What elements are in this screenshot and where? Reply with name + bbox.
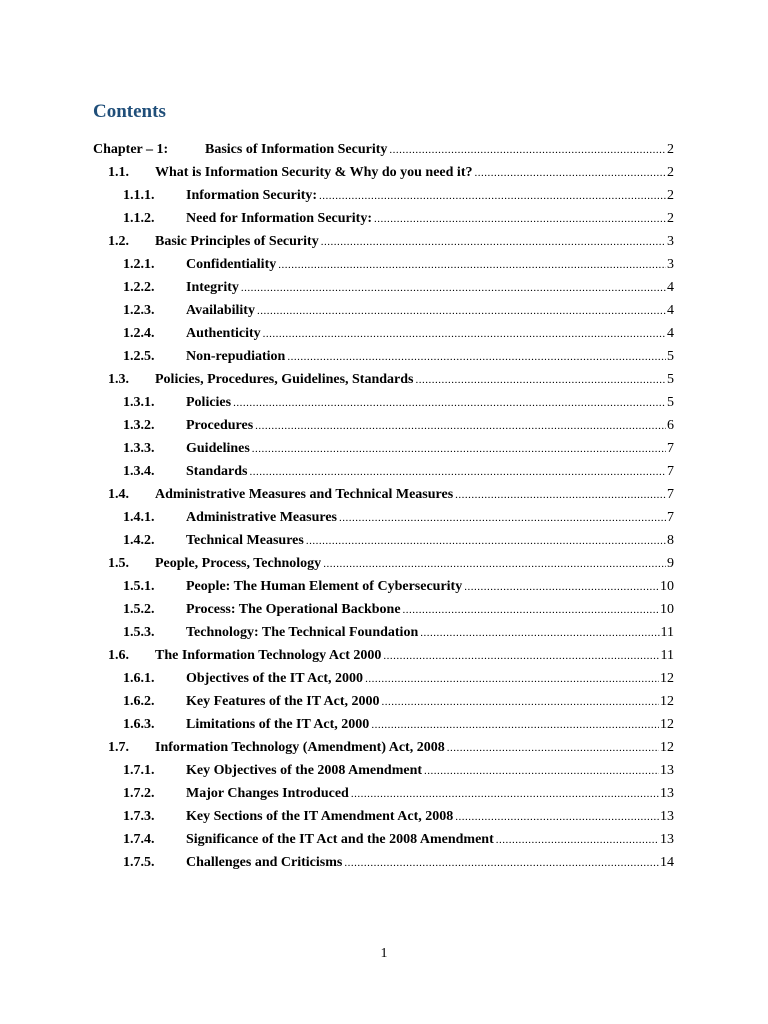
- toc-dot-leader: [382, 697, 659, 708]
- toc-dot-leader: [323, 559, 666, 570]
- toc-entry-title[interactable]: Administrative Measures: [186, 510, 337, 525]
- toc-entry-page[interactable]: 2: [667, 188, 674, 203]
- toc-entry-number: 1.7.4.: [123, 832, 155, 847]
- page-number: 1: [380, 946, 388, 961]
- toc-entry-page[interactable]: 7: [667, 510, 674, 525]
- toc-entry-number: 1.3.4.: [123, 464, 155, 479]
- toc-dot-leader: [416, 375, 667, 386]
- toc-entry-number: Chapter – 1:: [93, 142, 169, 157]
- toc-entry-page[interactable]: 10: [660, 602, 674, 617]
- table-of-contents: [0, 142, 768, 878]
- toc-entry[interactable]: [0, 234, 768, 257]
- toc-dot-leader: [339, 513, 666, 524]
- toc-entry-title[interactable]: Need for Information Security:: [186, 211, 372, 226]
- toc-entry-number: 1.4.1.: [123, 510, 155, 525]
- toc-dot-leader: [403, 605, 659, 616]
- toc-entry[interactable]: [0, 832, 768, 855]
- toc-entry-page[interactable]: 3: [667, 257, 674, 272]
- toc-entry-number: 1.1.2.: [123, 211, 155, 226]
- toc-entry-page[interactable]: 12: [660, 740, 674, 755]
- toc-entry-number: 1.7.: [108, 740, 129, 755]
- toc-dot-leader: [344, 858, 659, 869]
- toc-entry[interactable]: [0, 533, 768, 556]
- toc-entry-title[interactable]: Significance of the IT Act and the 2008 Amendment: [186, 832, 494, 847]
- toc-entry-page[interactable]: 2: [667, 165, 674, 180]
- toc-entry[interactable]: [0, 671, 768, 694]
- toc-dot-leader: [319, 191, 666, 202]
- toc-entry-page[interactable]: 12: [660, 671, 674, 686]
- toc-entry-page[interactable]: 7: [667, 487, 674, 502]
- toc-entry[interactable]: [0, 303, 768, 326]
- toc-dot-leader: [455, 490, 666, 501]
- toc-dot-leader: [464, 582, 659, 593]
- toc-entry-page[interactable]: 12: [660, 694, 674, 709]
- toc-entry[interactable]: [0, 579, 768, 602]
- toc-entry[interactable]: [0, 349, 768, 372]
- toc-entry-title[interactable]: Standards: [186, 464, 248, 479]
- toc-entry-number: 1.2.5.: [123, 349, 155, 364]
- toc-dot-leader: [496, 835, 659, 846]
- toc-entry[interactable]: [0, 694, 768, 717]
- toc-entry-title[interactable]: Technology: The Technical Foundation: [186, 625, 419, 640]
- toc-entry-page[interactable]: 6: [667, 418, 674, 433]
- toc-entry-page[interactable]: 4: [667, 326, 674, 341]
- toc-entry-number: 1.3.: [108, 372, 129, 387]
- toc-entry[interactable]: [0, 395, 768, 418]
- toc-entry-page[interactable]: 5: [667, 372, 674, 387]
- toc-entry-number: 1.3.3.: [123, 441, 155, 456]
- toc-entry-title[interactable]: Major Changes Introduced: [186, 786, 349, 801]
- toc-entry-number: 1.2.: [108, 234, 129, 249]
- toc-entry[interactable]: [0, 188, 768, 211]
- toc-entry-title[interactable]: Key Objectives of the 2008 Amendment: [186, 763, 423, 778]
- toc-entry-title[interactable]: The Information Technology Act 2000: [155, 648, 382, 663]
- toc-dot-leader: [351, 789, 659, 800]
- toc-entry-number: 1.5.2.: [123, 602, 155, 617]
- toc-entry-page[interactable]: 13: [660, 786, 674, 801]
- toc-entry-number: 1.1.1.: [123, 188, 155, 203]
- toc-entry-page[interactable]: 9: [667, 556, 674, 571]
- toc-dot-leader: [321, 237, 666, 248]
- toc-entry-number: 1.4.2.: [123, 533, 155, 548]
- toc-dot-leader: [233, 398, 666, 409]
- toc-dot-leader: [424, 766, 659, 777]
- contents-heading: Contents: [93, 101, 166, 122]
- toc-entry-number: 1.7.2.: [123, 786, 155, 801]
- toc-entry-title[interactable]: Technical Measures: [186, 533, 304, 548]
- toc-entry[interactable]: [0, 717, 768, 740]
- toc-entry-title[interactable]: Policies: [186, 395, 232, 410]
- toc-entry-title[interactable]: Integrity: [186, 280, 239, 295]
- toc-entry[interactable]: [0, 257, 768, 280]
- toc-entry-number: 1.7.1.: [123, 763, 155, 778]
- toc-dot-leader: [306, 536, 666, 547]
- toc-dot-leader: [287, 352, 666, 363]
- toc-entry[interactable]: [0, 602, 768, 625]
- toc-entry-number: 1.2.1.: [123, 257, 155, 272]
- toc-dot-leader: [474, 168, 666, 179]
- toc-entry-number: 1.2.4.: [123, 326, 155, 341]
- toc-dot-leader: [241, 283, 666, 294]
- toc-entry-page[interactable]: 13: [660, 763, 674, 778]
- toc-entry-number: 1.4.: [108, 487, 129, 502]
- toc-entry-page[interactable]: 8: [667, 533, 674, 548]
- toc-entry-title[interactable]: Information Technology (Amendment) Act, 2008: [155, 740, 445, 755]
- toc-entry-number: 1.7.5.: [123, 855, 155, 870]
- toc-entry[interactable]: [0, 372, 768, 395]
- toc-entry-number: 1.5.3.: [123, 625, 155, 640]
- toc-entry-title[interactable]: Objectives of the IT Act, 2000: [186, 671, 364, 686]
- toc-entry-number: 1.3.2.: [123, 418, 155, 433]
- toc-entry-title[interactable]: Basic Principles of Security: [155, 234, 319, 249]
- toc-dot-leader: [278, 260, 666, 271]
- toc-dot-leader: [374, 214, 666, 225]
- toc-entry-page[interactable]: 7: [667, 441, 674, 456]
- toc-entry-page[interactable]: 4: [667, 303, 674, 318]
- toc-entry[interactable]: [0, 418, 768, 441]
- toc-entry-page[interactable]: 13: [660, 832, 674, 847]
- toc-entry-number: 1.5.1.: [123, 579, 155, 594]
- toc-entry-number: 1.6.: [108, 648, 129, 663]
- toc-entry[interactable]: [0, 740, 768, 763]
- toc-entry-title[interactable]: People: The Human Element of Cybersecurity: [186, 579, 463, 594]
- toc-entry-title[interactable]: Confidentiality: [186, 257, 277, 272]
- toc-dot-leader: [371, 720, 659, 731]
- toc-entry-number: 1.6.3.: [123, 717, 155, 732]
- toc-entry-title[interactable]: What is Information Security & Why do you need it?: [155, 165, 473, 180]
- toc-entry[interactable]: [0, 487, 768, 510]
- toc-dot-leader: [249, 467, 666, 478]
- toc-entry-title[interactable]: Information Security:: [186, 188, 318, 203]
- toc-entry-number: 1.2.2.: [123, 280, 155, 295]
- toc-entry-title[interactable]: Administrative Measures and Technical Measures: [155, 487, 454, 502]
- toc-entry-title[interactable]: Policies, Procedures, Guidelines, Standards: [155, 372, 414, 387]
- toc-entry-title[interactable]: Key Sections of the IT Amendment Act, 2008: [186, 809, 454, 824]
- toc-entry-page[interactable]: 5: [667, 349, 674, 364]
- toc-entry-number: 1.5.: [108, 556, 129, 571]
- toc-entry-page[interactable]: 14: [660, 855, 674, 870]
- toc-entry[interactable]: [0, 510, 768, 533]
- toc-dot-leader: [389, 145, 666, 156]
- toc-entry-page[interactable]: 4: [667, 280, 674, 295]
- toc-entry-page[interactable]: 7: [667, 464, 674, 479]
- toc-dot-leader: [447, 743, 659, 754]
- toc-dot-leader: [365, 674, 659, 685]
- toc-dot-leader: [455, 812, 659, 823]
- toc-entry-page[interactable]: 13: [660, 809, 674, 824]
- toc-entry-page[interactable]: 11: [660, 625, 674, 640]
- toc-entry-title[interactable]: Availability: [186, 303, 255, 318]
- toc-entry-number: 1.2.3.: [123, 303, 155, 318]
- toc-entry[interactable]: [0, 648, 768, 671]
- toc-entry-number: 1.6.2.: [123, 694, 155, 709]
- toc-entry[interactable]: [0, 464, 768, 487]
- toc-entry-title[interactable]: Guidelines: [186, 441, 250, 456]
- toc-entry-title[interactable]: Non-repudiation: [186, 349, 286, 364]
- toc-entry[interactable]: [0, 556, 768, 579]
- toc-dot-leader: [257, 306, 666, 317]
- toc-entry-number: 1.3.1.: [123, 395, 155, 410]
- toc-entry-number: 1.1.: [108, 165, 129, 180]
- toc-entry[interactable]: [0, 786, 768, 809]
- toc-dot-leader: [420, 628, 659, 639]
- toc-entry-page[interactable]: 11: [660, 648, 674, 663]
- toc-entry[interactable]: [0, 280, 768, 303]
- toc-entry-page[interactable]: 2: [667, 211, 674, 226]
- toc-entry-title[interactable]: Process: The Operational Backbone: [186, 602, 401, 617]
- toc-entry[interactable]: [0, 211, 768, 234]
- toc-entry-title[interactable]: Procedures: [186, 418, 254, 433]
- toc-entry-title[interactable]: Basics of Information Security: [205, 142, 388, 157]
- toc-entry-title[interactable]: People, Process, Technology: [155, 556, 322, 571]
- toc-entry[interactable]: [0, 142, 768, 165]
- toc-entry-title[interactable]: Challenges and Criticisms: [186, 855, 343, 870]
- toc-entry-page[interactable]: 12: [660, 717, 674, 732]
- toc-entry[interactable]: [0, 165, 768, 188]
- toc-dot-leader: [383, 651, 659, 662]
- toc-entry-number: 1.6.1.: [123, 671, 155, 686]
- toc-entry[interactable]: [0, 855, 768, 878]
- toc-entry-page[interactable]: 10: [660, 579, 674, 594]
- toc-dot-leader: [252, 444, 666, 455]
- toc-entry[interactable]: [0, 809, 768, 832]
- toc-entry[interactable]: [0, 763, 768, 786]
- toc-entry-title[interactable]: Key Features of the IT Act, 2000: [186, 694, 380, 709]
- toc-entry-page[interactable]: 3: [667, 234, 674, 249]
- toc-entry-title[interactable]: Limitations of the IT Act, 2000: [186, 717, 370, 732]
- toc-entry-page[interactable]: 2: [667, 142, 674, 157]
- toc-entry[interactable]: [0, 326, 768, 349]
- toc-entry-number: 1.7.3.: [123, 809, 155, 824]
- toc-dot-leader: [263, 329, 666, 340]
- toc-entry[interactable]: [0, 625, 768, 648]
- toc-entry[interactable]: [0, 441, 768, 464]
- toc-dot-leader: [255, 421, 666, 432]
- toc-entry-page[interactable]: 5: [667, 395, 674, 410]
- toc-entry-title[interactable]: Authenticity: [186, 326, 261, 341]
